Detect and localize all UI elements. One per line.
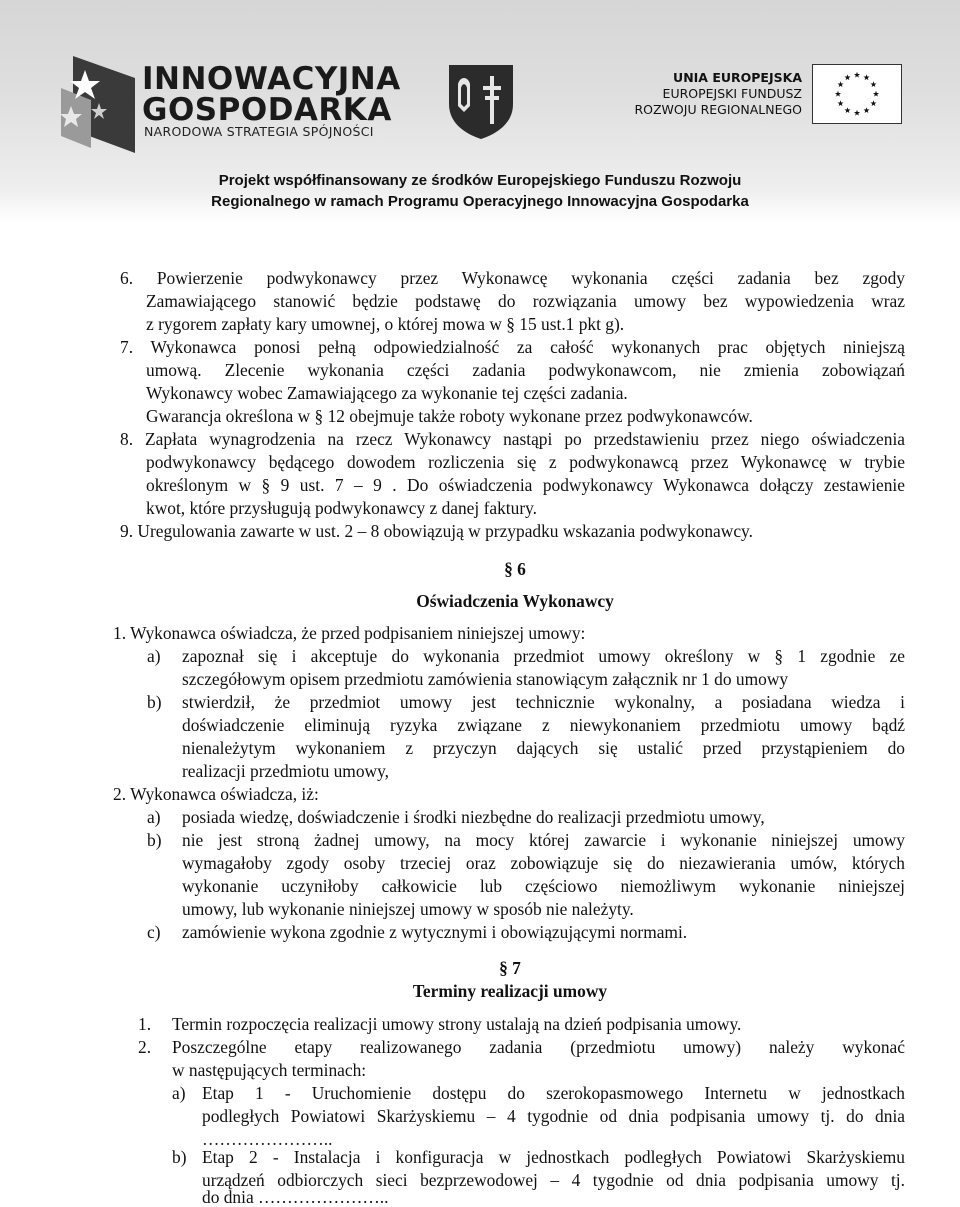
s6-number: § 6: [504, 559, 526, 579]
s7-n1-line-1: Termin rozpoczęcia realizacji umowy strony ustalają na dzień podpisania umowy.: [172, 1014, 742, 1034]
s6-i1b-marker: b): [147, 692, 162, 712]
s6-i2a-marker: a): [147, 807, 161, 827]
s6-i2b-line-2: wymagałoby zgody osoby trzeciej oraz zobowiązuje się do niezawierania umów, których: [182, 853, 905, 873]
s6-i1b-line-2: doświadczenie eliminują ryzyka związane z niewykonaniem przedmiotu umowy bądź: [182, 715, 905, 735]
s6-item2: 2. Wykonawca oświadcza, iż:: [113, 784, 319, 804]
s6-i1b-line-3: nienależytym wykonaniem z przyczyn dających się ustalić przed przystąpieniem do: [182, 738, 905, 758]
s7-sa-line-2: podległych Powiatowi Skarżyskiemu – 4 tygodnie od dnia podpisania umowy tj. do dnia: [202, 1106, 905, 1126]
s7-number: § 7: [499, 958, 521, 978]
s6-i2b-line-1: nie jest stroną żadnej umowy, na mocy której zawarcie i wykonanie niniejszej umowy: [182, 830, 905, 850]
s7-n2-line-2: w następujących terminach:: [172, 1060, 367, 1080]
coat-of-arms-icon: [446, 62, 516, 140]
s6-item1: 1. Wykonawca oświadcza, że przed podpisaniem niniejszej umowy:: [113, 623, 586, 643]
s6-i1b-line-1: stwierdził, że przedmiot umowy jest technicznie wykonalny, a posiadana wiedza i: [182, 692, 905, 712]
s5-p8-line-4: kwot, które przysługują podwykonawcy z danej faktury.: [146, 498, 538, 518]
s7-title: Terminy realizacji umowy: [412, 981, 608, 1001]
s5-p7-line-1: 7. Wykonawca ponosi pełną odpowiedzialność za całość wykonanych prac objętych niniejszą: [120, 337, 905, 357]
s7-sa-line-3: …………………..: [202, 1129, 333, 1149]
logo-left-line1: INNOWACYJNA: [142, 61, 401, 97]
logo-right-line3: ROZWOJU REGIONALNEGO: [634, 102, 802, 117]
s5-p6-line-1: 6. Powierzenie podwykonawcy przez Wykonawcę wykonania części zadania bez zgody: [120, 268, 905, 288]
s5-p6-line-2: Zamawiającego stanowić będzie podstawę do rozwiązania umowy bez wypowiedzenia wraz: [146, 291, 905, 311]
s7-sb-line-1: Etap 2 - Instalacja i konfiguracja w jednostkach podległych Powiatowi Skarżyskiemu: [202, 1147, 905, 1167]
s5-p9-line-1: 9. Uregulowania zawarte w ust. 2 – 8 obowiązują w przypadku wskazania podwykonawcy.: [120, 521, 753, 541]
s7-n1-marker: 1.: [138, 1014, 152, 1034]
s7-n2-marker: 2.: [138, 1037, 152, 1057]
s7-sa-line-1: Etap 1 - Uruchomienie dostępu do szerokopasmowego Internetu w jednostkach: [202, 1083, 905, 1103]
s5-p8-line-1: 8. Zapłata wynagrodzenia na rzecz Wykonawcy nastąpi po przedstawieniu przez niego oświadczenia: [120, 429, 905, 449]
s7-sb-marker: b): [172, 1147, 187, 1167]
s6-i1a-line-1: zapoznał się i akceptuje do wykonania przedmiot umowy określony w § 1 zgodnie ze: [182, 646, 905, 666]
s5-p7-line-3: Wykonawcy wobec Zamawiającego za wykonanie tej części zadania.: [146, 383, 628, 403]
s5-p7-line-2: umową. Zlecenie wykonania części zadania podwykonawcom, nie zmienia zobowiązań: [146, 360, 905, 380]
eu-flag-icon: [812, 64, 902, 124]
s6-i2b-line-4: umowy, lub wykonanie niniejszej umowy w sposób nie należyty.: [182, 899, 634, 919]
logo-left-subtitle: NARODOWA STRATEGIA SPÓJNOŚCI: [144, 124, 374, 139]
logo-left-line2: GOSPODARKA: [142, 92, 392, 128]
logo-left-title: [142, 61, 401, 128]
s7-sb-line-2: urządzeń odbiorczych sieci bezprzewodowej – 4 tygodnie od dnia podpisania umowy tj.: [202, 1170, 905, 1190]
logo-right-line1: UNIA EUROPEJSKA: [673, 70, 802, 85]
s5-p8-line-3: określonym w § 9 ust. 7 – 9 . Do oświadczenia podwykonawcy Wykonawca dołączy zestawienie: [146, 475, 905, 495]
s6-i1a-marker: a): [147, 646, 161, 666]
s5-p6-line-3: z rygorem zapłaty kary umownej, o której mowa w § 15 ust.1 pkt g).: [146, 314, 625, 334]
s6-i1a-line-2: szczegółowym opisem przedmiotu zamówienia stanowiącym załącznik nr 1 do umowy: [182, 669, 789, 689]
s6-i1b-line-4: realizacji przedmiotu umowy,: [182, 761, 389, 781]
s6-i2a-line-1: posiada wiedzę, doświadczenie i środki niezbędne do realizacji przedmiotu umowy,: [182, 807, 765, 827]
s6-i2c-marker: c): [147, 922, 161, 942]
s6-i2b-marker: b): [147, 830, 162, 850]
project-line-2: Regionalnego w ramach Programu Operacyjnego Innowacyjna Gospodarka: [211, 193, 749, 210]
logo-right-text: [634, 70, 802, 118]
s7-sa-marker: a): [172, 1083, 186, 1103]
innowacyjna-gospodarka-logo-icon: [55, 48, 140, 158]
project-statement: [0, 170, 960, 212]
s6-title: Oświadczenia Wykonawcy: [416, 591, 614, 611]
s7-n2-line-1: Poszczególne etapy realizowanego zadania (przedmiotu umowy) należy wykonać: [172, 1037, 905, 1057]
s6-i2b-line-3: wykonanie uczyniłoby całkowicie lub częściowo niemożliwym wykonanie niniejszej: [182, 876, 905, 896]
s5-p8-line-2: podwykonawcy będącego dowodem rozliczenia się z podwykonawcą przez Wykonawcę w trybie: [146, 452, 905, 472]
s6-i2c-line-1: zamówienie wykona zgodnie z wytycznymi i obowiązującymi normami.: [182, 922, 688, 942]
logo-right-line2: EUROPEJSKI FUNDUSZ: [662, 86, 802, 101]
s5-p7-line-4: Gwarancja określona w § 12 obejmuje także roboty wykonane przez podwykonawców.: [146, 406, 753, 426]
s7-sb-line-3: do dnia …………………..: [202, 1187, 389, 1207]
project-line-1: Projekt współfinansowany ze środków Europejskiego Funduszu Rozwoju: [218, 172, 742, 189]
